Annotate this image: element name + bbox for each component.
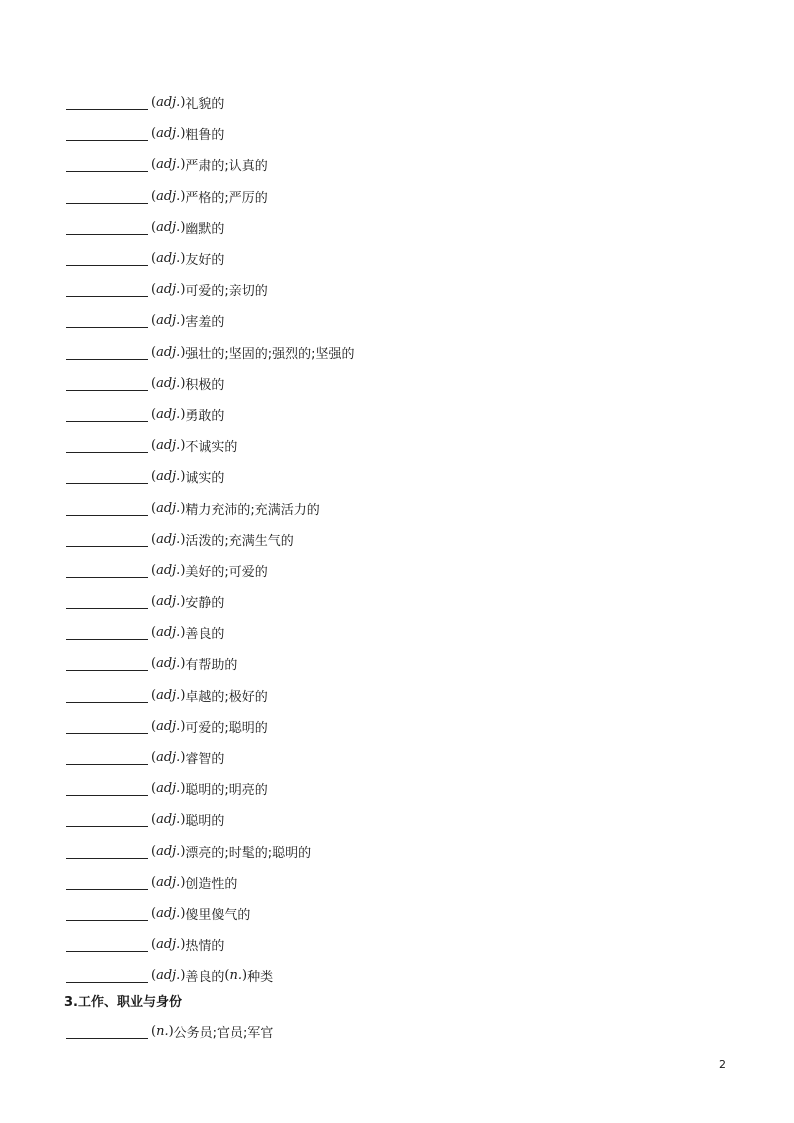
vocabulary-list [66,87,746,991]
vocab-entry [66,524,746,555]
part-of-speech: adj. [156,687,181,703]
paren-open: ( [151,594,157,610]
part-of-speech: adj. [156,438,181,454]
vocab-entry [66,337,746,368]
meaning: 可爱的;聪明的 [185,720,268,736]
paren-close: ) [180,718,186,734]
answer-blank[interactable] [66,313,148,328]
vocab-entry [66,929,746,960]
vocab-entry [66,680,746,711]
meaning: 热情的 [185,939,225,955]
paren-open: ( [151,219,157,235]
vocab-entry [66,773,746,804]
answer-blank[interactable] [66,95,148,110]
paren-open: ( [151,937,157,953]
meaning: 美好的;可爱的 [185,564,268,580]
meaning: 强壮的;坚固的;强烈的;坚强的 [185,346,355,362]
part-of-speech: adj. [156,656,181,672]
paren-open: ( [151,95,157,111]
part-of-speech: adj. [156,344,181,360]
vocab-entry [66,212,746,243]
part-of-speech: adj. [156,905,181,921]
paren-open: ( [151,375,157,391]
paren-close: ) [180,375,186,391]
meaning: 严肃的;认真的 [185,159,268,175]
part-of-speech: adj. [156,781,181,797]
paren-open: ( [151,874,157,890]
paren-close: ) [180,344,186,360]
page-number: 2 [719,1058,726,1071]
answer-blank[interactable] [66,501,148,516]
answer-blank[interactable] [66,251,148,266]
paren-close: ) [180,95,186,111]
answer-blank[interactable] [66,968,148,983]
vocab-entry [66,118,746,149]
vocab-entry [66,274,746,305]
paren-open: ( [151,157,157,173]
part-of-speech: adj. [156,500,181,516]
paren-close: ) [180,687,186,703]
answer-blank[interactable] [66,594,148,609]
answer-blank[interactable] [66,407,148,422]
answer-blank[interactable] [66,345,148,360]
part-of-speech: adj. [156,937,181,953]
vocab-entry [66,555,746,586]
vocab-entry [66,960,746,991]
answer-blank[interactable] [66,532,148,547]
answer-blank[interactable] [66,220,148,235]
meaning: 公务员;官员;军官 [173,1026,274,1042]
paren-close: ) [180,781,186,797]
answer-blank[interactable] [66,282,148,297]
part-of-speech: adj. [156,874,181,890]
meaning: 安静的 [185,596,225,612]
paren-close: ) [168,1024,174,1040]
vocab-entry [66,586,746,617]
part-of-speech: adj. [156,313,181,329]
answer-blank[interactable] [66,126,148,141]
part-of-speech: n. [229,968,243,984]
answer-blank[interactable] [66,812,148,827]
meaning: 善良的 [185,970,225,986]
paren-close: ) [180,500,186,516]
answer-blank[interactable] [66,750,148,765]
meaning: 卓越的;极好的 [185,689,268,705]
vocab-entry [66,430,746,461]
paren-close: ) [180,562,186,578]
paren-open: ( [151,126,157,142]
meaning: 聪明的;明亮的 [185,783,268,799]
part-of-speech: adj. [156,594,181,610]
paren-open: ( [151,718,157,734]
vocab-entry [66,492,746,523]
vocab-entry [66,461,746,492]
paren-close: ) [180,812,186,828]
paren-close: ) [180,594,186,610]
answer-blank[interactable] [66,563,148,578]
part-of-speech: adj. [156,282,181,298]
paren-open: ( [151,812,157,828]
paren-open: ( [151,251,157,267]
paren-close: ) [180,157,186,173]
part-of-speech: adj. [156,251,181,267]
part-of-speech: adj. [156,750,181,766]
part-of-speech: adj. [156,219,181,235]
part-of-speech: adj. [156,95,181,111]
paren-open: ( [151,1024,157,1040]
paren-close: ) [180,531,186,547]
part-of-speech: adj. [156,406,181,422]
answer-blank[interactable] [66,688,148,703]
part-of-speech: adj. [156,531,181,547]
meaning: 诚实的 [185,471,225,487]
meaning: 漂亮的;时髦的;聪明的 [185,845,312,861]
paren-open: ( [151,687,157,703]
meaning: 可爱的;亲切的 [185,284,268,300]
paren-close: ) [242,968,248,984]
answer-blank[interactable] [66,469,148,484]
answer-blank[interactable] [66,937,148,952]
answer-blank[interactable] [66,1024,148,1039]
vocab-entry [66,742,746,773]
paren-close: ) [180,937,186,953]
paren-close: ) [180,750,186,766]
vocab-entry [66,181,746,212]
meaning: 有帮助的 [185,658,238,674]
paren-open: ( [151,438,157,454]
paren-close: ) [180,843,186,859]
meaning: 害羞的 [185,315,225,331]
paren-open: ( [151,905,157,921]
part-of-speech: adj. [156,126,181,142]
part-of-speech: adj. [156,812,181,828]
paren-open: ( [151,282,157,298]
paren-close: ) [180,656,186,672]
meaning: 勇敢的 [185,408,225,424]
vocab-entry [66,648,746,679]
vocab-entry [66,1016,273,1047]
paren-close: ) [180,251,186,267]
paren-close: ) [180,406,186,422]
part-of-speech: adj. [156,625,181,641]
meaning: 活泼的;充满生气的 [185,533,294,549]
answer-blank[interactable] [66,875,148,890]
paren-close: ) [180,282,186,298]
paren-open: ( [151,531,157,547]
meaning: 创造性的 [185,876,238,892]
paren-open: ( [151,843,157,859]
vocab-entry [66,305,746,336]
meaning: 聪明的 [185,814,225,830]
answer-blank[interactable] [66,438,148,453]
vocab-entry [66,87,746,118]
paren-close: ) [180,188,186,204]
vocab-entry [66,399,746,430]
part-of-speech: adj. [156,562,181,578]
paren-open: ( [151,406,157,422]
answer-blank[interactable] [66,376,148,391]
meaning: 友好的 [185,253,225,269]
section-heading: 3.工作、职业与身份 [64,995,182,1010]
meaning: 精力充沛的;充满活力的 [185,502,320,518]
answer-blank[interactable] [66,656,148,671]
paren-close: ) [180,968,186,984]
vocab-entry [66,617,746,648]
paren-open: ( [151,750,157,766]
meaning: 礼貌的 [185,97,225,113]
part-of-speech: n. [156,1024,169,1040]
part-of-speech: adj. [156,157,181,173]
paren-open: ( [151,656,157,672]
paren-open: ( [151,188,157,204]
meaning: 种类 [247,970,274,986]
meaning: 傻里傻气的 [185,907,251,923]
part-of-speech: adj. [156,375,181,391]
paren-open: ( [151,781,157,797]
paren-close: ) [180,219,186,235]
vocab-entry [66,804,746,835]
vocab-entry [66,867,746,898]
meaning: 粗鲁的 [185,128,225,144]
answer-blank[interactable] [66,781,148,796]
meaning: 积极的 [185,377,225,393]
vocab-entry [66,711,746,742]
paren-open: ( [151,344,157,360]
paren-close: ) [180,438,186,454]
paren-open: ( [151,562,157,578]
paren-close: ) [180,469,186,485]
answer-blank[interactable] [66,625,148,640]
answer-blank[interactable] [66,157,148,172]
part-of-speech: adj. [156,469,181,485]
part-of-speech: adj. [156,188,181,204]
paren-open: ( [151,968,157,984]
vocab-entry [66,243,746,274]
meaning: 善良的 [185,627,225,643]
meaning: 严格的;严厉的 [185,190,268,206]
part-of-speech: adj. [156,718,181,734]
paren-open: ( [151,469,157,485]
answer-blank[interactable] [66,189,148,204]
paren-open: ( [224,968,230,984]
paren-close: ) [180,126,186,142]
meaning: 睿智的 [185,752,225,768]
meaning: 不诚实的 [185,440,238,456]
answer-blank[interactable] [66,906,148,921]
paren-open: ( [151,500,157,516]
meaning: 幽默的 [185,221,225,237]
paren-close: ) [180,313,186,329]
vocab-entry [66,368,746,399]
paren-close: ) [180,874,186,890]
paren-close: ) [180,905,186,921]
answer-blank[interactable] [66,844,148,859]
vocab-entry [66,149,746,180]
part-of-speech: adj. [156,843,181,859]
answer-blank[interactable] [66,719,148,734]
paren-open: ( [151,625,157,641]
vocab-entry [66,898,746,929]
vocab-entry [66,836,746,867]
paren-open: ( [151,313,157,329]
part-of-speech: adj. [156,968,181,984]
paren-close: ) [180,625,186,641]
